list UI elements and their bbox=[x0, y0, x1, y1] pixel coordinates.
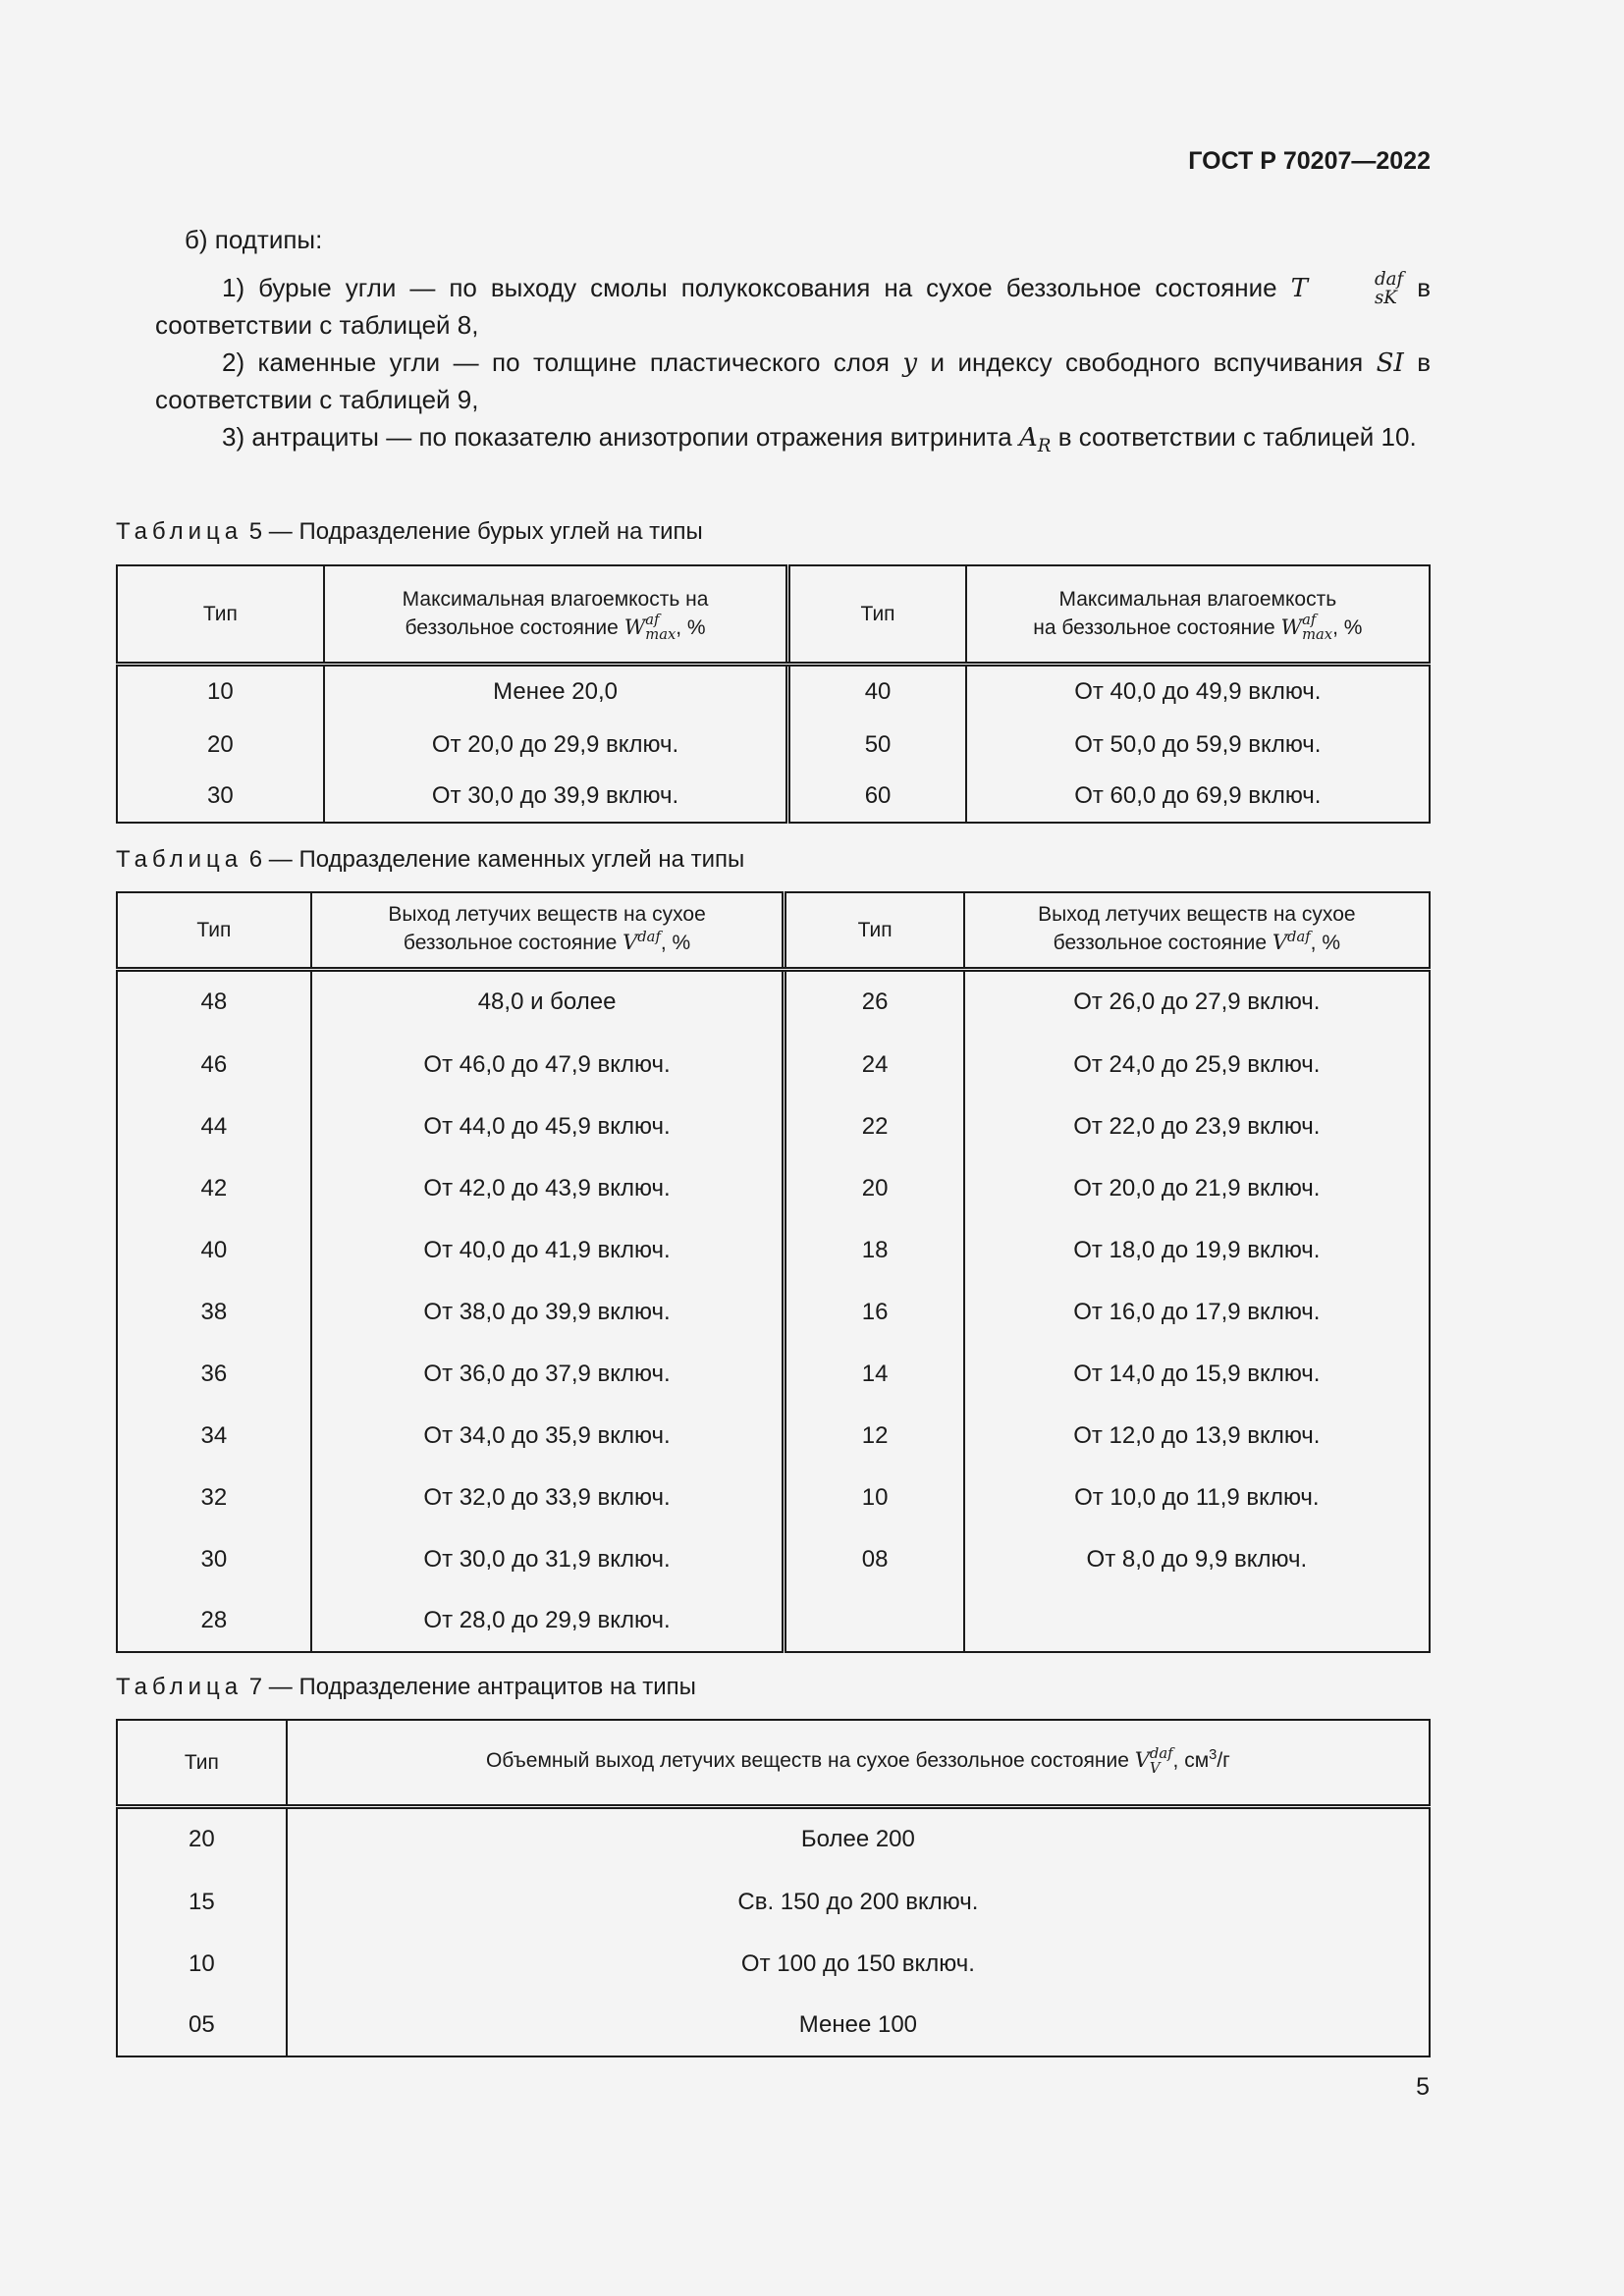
table-row bbox=[117, 1590, 1430, 1652]
value-cell: От 36,0 до 37,9 включ. bbox=[311, 1343, 785, 1405]
type-cell: 20 bbox=[117, 1806, 287, 1871]
table6-col-value: Выход летучих веществ на сухое беззольное состояние $V^{daf}$, % bbox=[311, 892, 785, 969]
type-cell: 34 bbox=[117, 1405, 311, 1467]
table5-title: Таблица 5 — Подразделение бурых углей на типы bbox=[116, 518, 703, 545]
value-cell: Св. 150 до 200 включ. bbox=[287, 1871, 1430, 1933]
type-cell: 10 bbox=[785, 1467, 964, 1528]
value-cell: От 26,0 до 27,9 включ. bbox=[964, 969, 1430, 1034]
table-row bbox=[117, 1281, 1430, 1343]
plastic-layer-symbol: y bbox=[902, 347, 918, 378]
table-row bbox=[117, 1467, 1430, 1528]
type-cell: 46 bbox=[117, 1034, 311, 1095]
subtypes-heading: б) подтипы: bbox=[185, 225, 323, 254]
table-row bbox=[117, 1095, 1430, 1157]
table-row bbox=[117, 1034, 1430, 1095]
table-row bbox=[117, 1219, 1430, 1281]
table-row bbox=[117, 1871, 1430, 1933]
type-cell: 40 bbox=[117, 1219, 311, 1281]
table5-col-type: Тип bbox=[117, 565, 324, 664]
type-cell bbox=[785, 1590, 964, 1652]
type-cell: 44 bbox=[117, 1095, 311, 1157]
subtype-item-3: 3) антрациты — по показателю анизотропии отражения витринита $A_R$ в соответствии с таблицей 10. bbox=[222, 421, 1417, 456]
value-cell: От 8,0 до 9,9 включ. bbox=[964, 1528, 1430, 1590]
value-cell: От 14,0 до 15,9 включ. bbox=[964, 1343, 1430, 1405]
value-cell: От 34,0 до 35,9 включ. bbox=[311, 1405, 785, 1467]
subtype-item-2: 2) каменные угли — по толщине пластического слоя y и индексу свободного вспучивания SI в соответствии с таблицей 9, bbox=[155, 347, 1431, 414]
table-row: 20 От 20,0 до 29,9 включ. 50 От 50,0 до 59,9 включ. bbox=[117, 719, 1430, 771]
value-cell: От 30,0 до 31,9 включ. bbox=[311, 1528, 785, 1590]
value-cell bbox=[964, 1590, 1430, 1652]
type-cell: 30 bbox=[117, 1528, 311, 1590]
type-cell: 26 bbox=[785, 969, 964, 1034]
table-row bbox=[117, 1933, 1430, 1995]
type-cell: 15 bbox=[117, 1871, 287, 1933]
value-cell: От 18,0 до 19,9 включ. bbox=[964, 1219, 1430, 1281]
table-row bbox=[117, 969, 1430, 1034]
type-cell: 10 bbox=[117, 1933, 287, 1995]
table-row bbox=[117, 1343, 1430, 1405]
type-cell: 05 bbox=[117, 1995, 287, 2056]
table5 bbox=[116, 564, 1431, 824]
table-row: 30 От 30,0 до 39,9 включ. 60 От 60,0 до 69,9 включ. bbox=[117, 771, 1430, 823]
value-cell: От 46,0 до 47,9 включ. bbox=[311, 1034, 785, 1095]
type-cell: 22 bbox=[785, 1095, 964, 1157]
table6-col-type: Тип bbox=[117, 892, 311, 969]
value-cell: От 24,0 до 25,9 включ. bbox=[964, 1034, 1430, 1095]
table6 bbox=[116, 891, 1431, 1653]
value-cell: От 10,0 до 11,9 включ. bbox=[964, 1467, 1430, 1528]
document-header: ГОСТ Р 70207—2022 bbox=[1188, 147, 1431, 175]
table-row bbox=[117, 1806, 1430, 1871]
anisotropy-symbol: $A_R$ bbox=[1019, 422, 1052, 456]
value-cell: От 44,0 до 45,9 включ. bbox=[311, 1095, 785, 1157]
type-cell: 18 bbox=[785, 1219, 964, 1281]
table-row bbox=[117, 1528, 1430, 1590]
table6-title: Таблица 6 — Подразделение каменных углей на типы bbox=[116, 846, 745, 873]
value-cell: От 12,0 до 13,9 включ. bbox=[964, 1405, 1430, 1467]
type-cell: 48 bbox=[117, 969, 311, 1034]
table7-col-type: Тип bbox=[117, 1720, 287, 1806]
table5-col-value-2: Максимальная влагоемкость на беззольное состояние W af max , % bbox=[966, 565, 1430, 664]
value-cell: 48,0 и более bbox=[311, 969, 785, 1034]
value-cell: От 28,0 до 29,9 включ. bbox=[311, 1590, 785, 1652]
table-row bbox=[117, 1995, 1430, 2056]
type-cell: 36 bbox=[117, 1343, 311, 1405]
value-cell: От 38,0 до 39,9 включ. bbox=[311, 1281, 785, 1343]
type-cell: 16 bbox=[785, 1281, 964, 1343]
type-cell: 32 bbox=[117, 1467, 311, 1528]
value-cell: От 100 до 150 включ. bbox=[287, 1933, 1430, 1995]
intro-text bbox=[155, 222, 1431, 458]
type-cell: 28 bbox=[117, 1590, 311, 1652]
value-cell: От 40,0 до 41,9 включ. bbox=[311, 1219, 785, 1281]
table7-col-value: Объемный выход летучих веществ на сухое беззольное состояние V daf V , $см^3/г$ bbox=[287, 1720, 1430, 1806]
type-cell: 24 bbox=[785, 1034, 964, 1095]
table6-col-value-2: Выход летучих веществ на сухое беззольное состояние $V^{daf}$, % bbox=[964, 892, 1430, 969]
table7-title: Таблица 7 — Подразделение антрацитов на типы bbox=[116, 1674, 696, 1700]
table7 bbox=[116, 1719, 1431, 2057]
page-number: 5 bbox=[1416, 2073, 1430, 2101]
table6-col-type-2: Тип bbox=[785, 892, 964, 969]
value-cell: От 42,0 до 43,9 включ. bbox=[311, 1157, 785, 1219]
type-cell: 14 bbox=[785, 1343, 964, 1405]
table5-col-value: Максимальная влагоемкость на беззольное состояние W af max , % bbox=[324, 565, 788, 664]
table-row: 10 Менее 20,0 40 От 40,0 до 49,9 включ. bbox=[117, 664, 1430, 719]
value-cell: Менее 100 bbox=[287, 1995, 1430, 2056]
subtype-item-1: 1) бурые угли — по выходу смолы полукоксования на сухое беззольное состояние T daf sK в соответствии с таблицей 8, bbox=[155, 269, 1431, 340]
value-cell: От 22,0 до 23,9 включ. bbox=[964, 1095, 1430, 1157]
table-row bbox=[117, 1405, 1430, 1467]
type-cell: 12 bbox=[785, 1405, 964, 1467]
type-cell: 38 bbox=[117, 1281, 311, 1343]
value-cell: От 20,0 до 21,9 включ. bbox=[964, 1157, 1430, 1219]
value-cell: От 16,0 до 17,9 включ. bbox=[964, 1281, 1430, 1343]
swelling-index-symbol: SI bbox=[1376, 347, 1404, 378]
table-row bbox=[117, 1157, 1430, 1219]
tar-yield-symbol: T daf sK bbox=[1290, 269, 1404, 308]
type-cell: 08 bbox=[785, 1528, 964, 1590]
type-cell: 20 bbox=[785, 1157, 964, 1219]
value-cell: Более 200 bbox=[287, 1806, 1430, 1871]
value-cell: От 32,0 до 33,9 включ. bbox=[311, 1467, 785, 1528]
table5-col-type-2: Тип bbox=[788, 565, 966, 664]
type-cell: 42 bbox=[117, 1157, 311, 1219]
